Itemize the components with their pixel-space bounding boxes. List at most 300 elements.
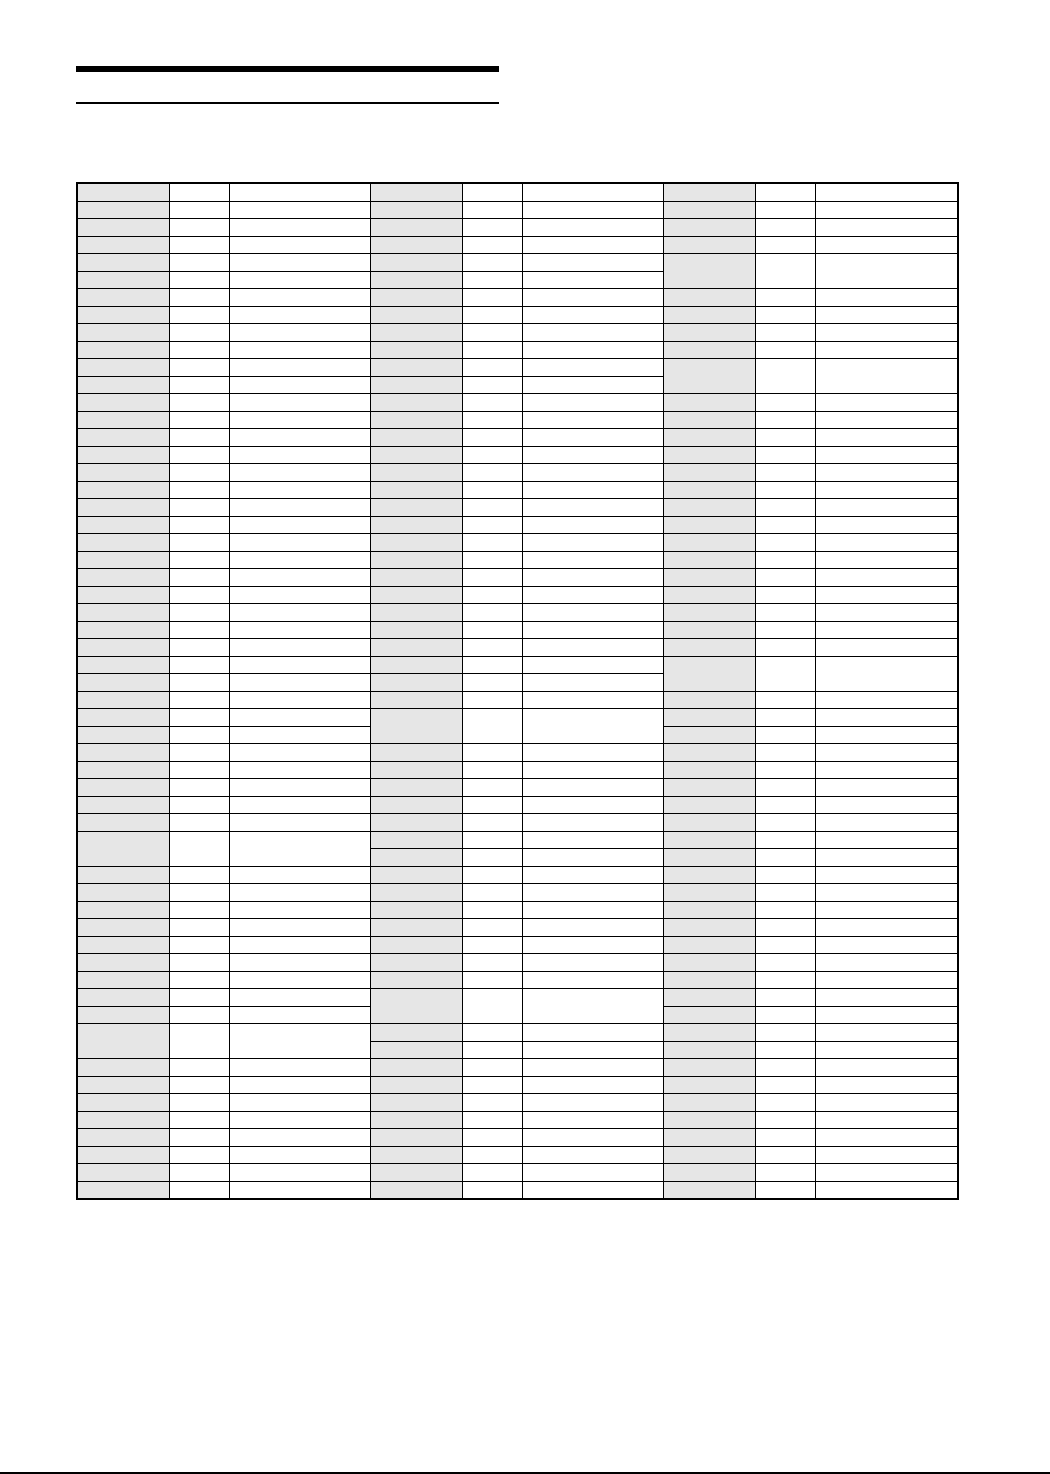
value-cell — [229, 341, 370, 359]
label-cell — [663, 516, 755, 534]
value-cell — [462, 954, 522, 972]
value-cell — [522, 866, 663, 884]
table-row — [77, 691, 958, 709]
value-cell — [815, 464, 958, 482]
value-cell — [462, 464, 522, 482]
label-cell — [663, 254, 755, 289]
value-cell — [462, 481, 522, 499]
table-row — [77, 254, 958, 272]
label-cell — [77, 831, 169, 866]
label-cell — [370, 289, 462, 307]
value-cell — [462, 446, 522, 464]
value-cell — [522, 394, 663, 412]
table-row — [77, 289, 958, 307]
value-cell — [522, 831, 663, 849]
value-cell — [755, 831, 815, 849]
label-cell — [370, 394, 462, 412]
value-cell — [815, 936, 958, 954]
label-cell — [663, 411, 755, 429]
label-cell — [77, 236, 169, 254]
value-cell — [462, 1024, 522, 1042]
value-cell — [229, 691, 370, 709]
value-cell — [815, 1076, 958, 1094]
label-cell — [370, 674, 462, 692]
value-cell — [229, 604, 370, 622]
value-cell — [462, 814, 522, 832]
label-cell — [663, 1024, 755, 1042]
value-cell — [229, 796, 370, 814]
value-cell — [522, 236, 663, 254]
label-cell — [77, 254, 169, 272]
value-cell — [522, 674, 663, 692]
value-cell — [522, 1146, 663, 1164]
value-cell — [815, 1041, 958, 1059]
value-cell — [815, 1181, 958, 1199]
table-row — [77, 919, 958, 937]
label-cell — [663, 744, 755, 762]
value-cell — [462, 534, 522, 552]
value-cell — [229, 1094, 370, 1112]
label-cell — [663, 1164, 755, 1182]
value-cell — [462, 656, 522, 674]
value-cell — [169, 954, 229, 972]
value-cell — [169, 586, 229, 604]
table-row — [77, 1181, 958, 1199]
value-cell — [755, 1181, 815, 1199]
label-cell — [370, 271, 462, 289]
value-cell — [169, 324, 229, 342]
value-cell — [522, 919, 663, 937]
label-cell — [77, 219, 169, 237]
value-cell — [169, 359, 229, 377]
value-cell — [169, 499, 229, 517]
value-cell — [522, 499, 663, 517]
label-cell — [370, 183, 462, 201]
value-cell — [462, 429, 522, 447]
label-cell — [663, 464, 755, 482]
value-cell — [462, 411, 522, 429]
table-row — [77, 884, 958, 902]
value-cell — [229, 936, 370, 954]
table-row — [77, 1059, 958, 1077]
label-cell — [370, 586, 462, 604]
table-row — [77, 341, 958, 359]
label-cell — [663, 604, 755, 622]
label-cell — [77, 534, 169, 552]
label-cell — [663, 639, 755, 657]
value-cell — [815, 849, 958, 867]
table-row — [77, 656, 958, 674]
value-cell — [229, 656, 370, 674]
label-cell — [663, 306, 755, 324]
label-cell — [370, 1164, 462, 1182]
value-cell — [815, 499, 958, 517]
value-cell — [522, 586, 663, 604]
value-cell — [522, 1129, 663, 1147]
label-cell — [370, 779, 462, 797]
label-cell — [663, 1181, 755, 1199]
value-cell — [169, 446, 229, 464]
label-cell — [370, 919, 462, 937]
value-cell — [522, 183, 663, 201]
label-cell — [663, 341, 755, 359]
grid-table — [76, 182, 959, 1200]
value-cell — [169, 394, 229, 412]
value-cell — [169, 884, 229, 902]
value-cell — [169, 1164, 229, 1182]
value-cell — [229, 866, 370, 884]
value-cell — [229, 971, 370, 989]
value-cell — [755, 621, 815, 639]
value-cell — [755, 849, 815, 867]
value-cell — [229, 183, 370, 201]
value-cell — [229, 481, 370, 499]
value-cell — [755, 1094, 815, 1112]
value-cell — [815, 586, 958, 604]
value-cell — [229, 236, 370, 254]
label-cell — [370, 569, 462, 587]
value-cell — [462, 1076, 522, 1094]
label-cell — [370, 411, 462, 429]
label-cell — [370, 429, 462, 447]
label-cell — [663, 359, 755, 394]
label-cell — [663, 551, 755, 569]
label-cell — [77, 1146, 169, 1164]
value-cell — [462, 866, 522, 884]
value-cell — [229, 551, 370, 569]
value-cell — [815, 779, 958, 797]
table-row — [77, 359, 958, 377]
label-cell — [77, 971, 169, 989]
value-cell — [522, 971, 663, 989]
value-cell — [229, 569, 370, 587]
value-cell — [169, 814, 229, 832]
label-cell — [370, 691, 462, 709]
value-cell — [522, 516, 663, 534]
label-cell — [370, 1129, 462, 1147]
value-cell — [755, 429, 815, 447]
label-cell — [77, 1006, 169, 1024]
value-cell — [755, 289, 815, 307]
label-cell — [663, 534, 755, 552]
value-cell — [755, 709, 815, 727]
label-cell — [77, 481, 169, 499]
value-cell — [522, 481, 663, 499]
value-cell — [815, 394, 958, 412]
value-cell — [815, 744, 958, 762]
value-cell — [229, 884, 370, 902]
label-cell — [663, 1111, 755, 1129]
table-row — [77, 569, 958, 587]
value-cell — [755, 551, 815, 569]
label-cell — [77, 324, 169, 342]
value-cell — [462, 621, 522, 639]
value-cell — [522, 1076, 663, 1094]
value-cell — [522, 446, 663, 464]
table-row — [77, 814, 958, 832]
label-cell — [663, 989, 755, 1007]
value-cell — [462, 674, 522, 692]
value-cell — [815, 621, 958, 639]
value-cell — [815, 236, 958, 254]
value-cell — [522, 341, 663, 359]
table-row — [77, 1076, 958, 1094]
label-cell — [77, 1094, 169, 1112]
value-cell — [522, 359, 663, 377]
value-cell — [169, 1006, 229, 1024]
label-cell — [663, 481, 755, 499]
value-cell — [462, 796, 522, 814]
value-cell — [815, 201, 958, 219]
label-cell — [77, 1076, 169, 1094]
value-cell — [815, 341, 958, 359]
value-cell — [755, 183, 815, 201]
label-cell — [663, 761, 755, 779]
value-cell — [815, 884, 958, 902]
label-cell — [663, 796, 755, 814]
label-cell — [663, 183, 755, 201]
value-cell — [229, 411, 370, 429]
label-cell — [77, 271, 169, 289]
value-cell — [169, 936, 229, 954]
table-row — [77, 551, 958, 569]
label-cell — [663, 849, 755, 867]
value-cell — [755, 516, 815, 534]
value-cell — [815, 446, 958, 464]
value-cell — [755, 1059, 815, 1077]
value-cell — [755, 639, 815, 657]
label-cell — [370, 971, 462, 989]
label-cell — [77, 1111, 169, 1129]
value-cell — [462, 586, 522, 604]
value-cell — [755, 901, 815, 919]
label-cell — [370, 219, 462, 237]
value-cell — [462, 551, 522, 569]
value-cell — [229, 289, 370, 307]
label-cell — [77, 394, 169, 412]
label-cell — [663, 901, 755, 919]
value-cell — [229, 359, 370, 377]
value-cell — [755, 919, 815, 937]
value-cell — [229, 376, 370, 394]
label-cell — [77, 901, 169, 919]
value-cell — [522, 884, 663, 902]
value-cell — [169, 604, 229, 622]
value-cell — [462, 324, 522, 342]
label-cell — [370, 1146, 462, 1164]
value-cell — [522, 691, 663, 709]
value-cell — [815, 1059, 958, 1077]
table-row — [77, 586, 958, 604]
value-cell — [169, 341, 229, 359]
label-cell — [370, 849, 462, 867]
value-cell — [755, 201, 815, 219]
value-cell — [229, 639, 370, 657]
label-cell — [663, 726, 755, 744]
label-cell — [77, 866, 169, 884]
value-cell — [815, 831, 958, 849]
value-cell — [462, 901, 522, 919]
value-cell — [815, 516, 958, 534]
label-cell — [77, 1181, 169, 1199]
value-cell — [522, 429, 663, 447]
value-cell — [522, 1024, 663, 1042]
label-cell — [370, 516, 462, 534]
value-cell — [755, 814, 815, 832]
label-cell — [77, 1024, 169, 1059]
value-cell — [815, 1111, 958, 1129]
value-cell — [815, 919, 958, 937]
value-cell — [522, 744, 663, 762]
value-cell — [755, 1006, 815, 1024]
value-cell — [169, 569, 229, 587]
value-cell — [522, 656, 663, 674]
label-cell — [77, 621, 169, 639]
table-row — [77, 796, 958, 814]
table-row — [77, 604, 958, 622]
table-row — [77, 183, 958, 201]
value-cell — [522, 954, 663, 972]
label-cell — [370, 254, 462, 272]
value-cell — [755, 744, 815, 762]
label-cell — [370, 796, 462, 814]
value-cell — [522, 201, 663, 219]
label-cell — [663, 499, 755, 517]
table-row — [77, 936, 958, 954]
value-cell — [169, 271, 229, 289]
label-cell — [77, 201, 169, 219]
label-cell — [77, 569, 169, 587]
value-cell — [462, 236, 522, 254]
table-row — [77, 1129, 958, 1147]
label-cell — [663, 831, 755, 849]
value-cell — [462, 341, 522, 359]
value-cell — [169, 866, 229, 884]
value-cell — [522, 639, 663, 657]
value-cell — [755, 341, 815, 359]
label-cell — [77, 639, 169, 657]
value-cell — [815, 254, 958, 289]
value-cell — [522, 376, 663, 394]
value-cell — [229, 1076, 370, 1094]
value-cell — [462, 744, 522, 762]
label-cell — [370, 884, 462, 902]
value-cell — [522, 1111, 663, 1129]
value-cell — [229, 1164, 370, 1182]
label-cell — [663, 394, 755, 412]
value-cell — [462, 639, 522, 657]
value-cell — [169, 183, 229, 201]
value-cell — [755, 464, 815, 482]
label-cell — [370, 709, 462, 744]
value-cell — [229, 534, 370, 552]
label-cell — [663, 954, 755, 972]
value-cell — [755, 691, 815, 709]
label-cell — [663, 201, 755, 219]
value-cell — [755, 779, 815, 797]
value-cell — [169, 376, 229, 394]
label-cell — [370, 936, 462, 954]
label-cell — [77, 1129, 169, 1147]
value-cell — [755, 936, 815, 954]
label-cell — [77, 989, 169, 1007]
label-cell — [77, 709, 169, 727]
value-cell — [815, 1164, 958, 1182]
label-cell — [77, 306, 169, 324]
label-cell — [663, 919, 755, 937]
label-cell — [663, 779, 755, 797]
table-row — [77, 324, 958, 342]
value-cell — [755, 1041, 815, 1059]
value-cell — [169, 709, 229, 727]
value-cell — [462, 1181, 522, 1199]
value-cell — [815, 306, 958, 324]
label-cell — [370, 831, 462, 849]
value-cell — [755, 1164, 815, 1182]
label-cell — [77, 183, 169, 201]
label-cell — [370, 1059, 462, 1077]
table-row — [77, 446, 958, 464]
label-cell — [370, 481, 462, 499]
value-cell — [462, 289, 522, 307]
label-cell — [77, 429, 169, 447]
label-cell — [663, 1059, 755, 1077]
value-cell — [522, 936, 663, 954]
value-cell — [815, 1129, 958, 1147]
table-row — [77, 219, 958, 237]
value-cell — [815, 1146, 958, 1164]
value-cell — [229, 1024, 370, 1059]
table-row — [77, 201, 958, 219]
label-cell — [77, 411, 169, 429]
value-cell — [755, 761, 815, 779]
value-cell — [169, 1076, 229, 1094]
table-row — [77, 779, 958, 797]
value-cell — [522, 779, 663, 797]
value-cell — [755, 306, 815, 324]
label-cell — [663, 236, 755, 254]
label-cell — [370, 639, 462, 657]
value-cell — [229, 201, 370, 219]
value-cell — [169, 1129, 229, 1147]
value-cell — [229, 831, 370, 866]
value-cell — [815, 796, 958, 814]
value-cell — [815, 656, 958, 691]
value-cell — [169, 201, 229, 219]
value-cell — [169, 1146, 229, 1164]
value-cell — [522, 219, 663, 237]
value-cell — [815, 761, 958, 779]
label-cell — [663, 1129, 755, 1147]
value-cell — [169, 551, 229, 569]
label-cell — [663, 1041, 755, 1059]
label-cell — [663, 1076, 755, 1094]
label-cell — [370, 761, 462, 779]
value-cell — [755, 954, 815, 972]
value-cell — [462, 271, 522, 289]
label-cell — [663, 1006, 755, 1024]
value-cell — [815, 534, 958, 552]
value-cell — [462, 201, 522, 219]
value-cell — [229, 1129, 370, 1147]
label-cell — [77, 359, 169, 377]
value-cell — [462, 709, 522, 744]
header-rule-thick — [76, 66, 499, 72]
table-row — [77, 866, 958, 884]
label-cell — [370, 359, 462, 377]
value-cell — [815, 411, 958, 429]
value-cell — [229, 674, 370, 692]
